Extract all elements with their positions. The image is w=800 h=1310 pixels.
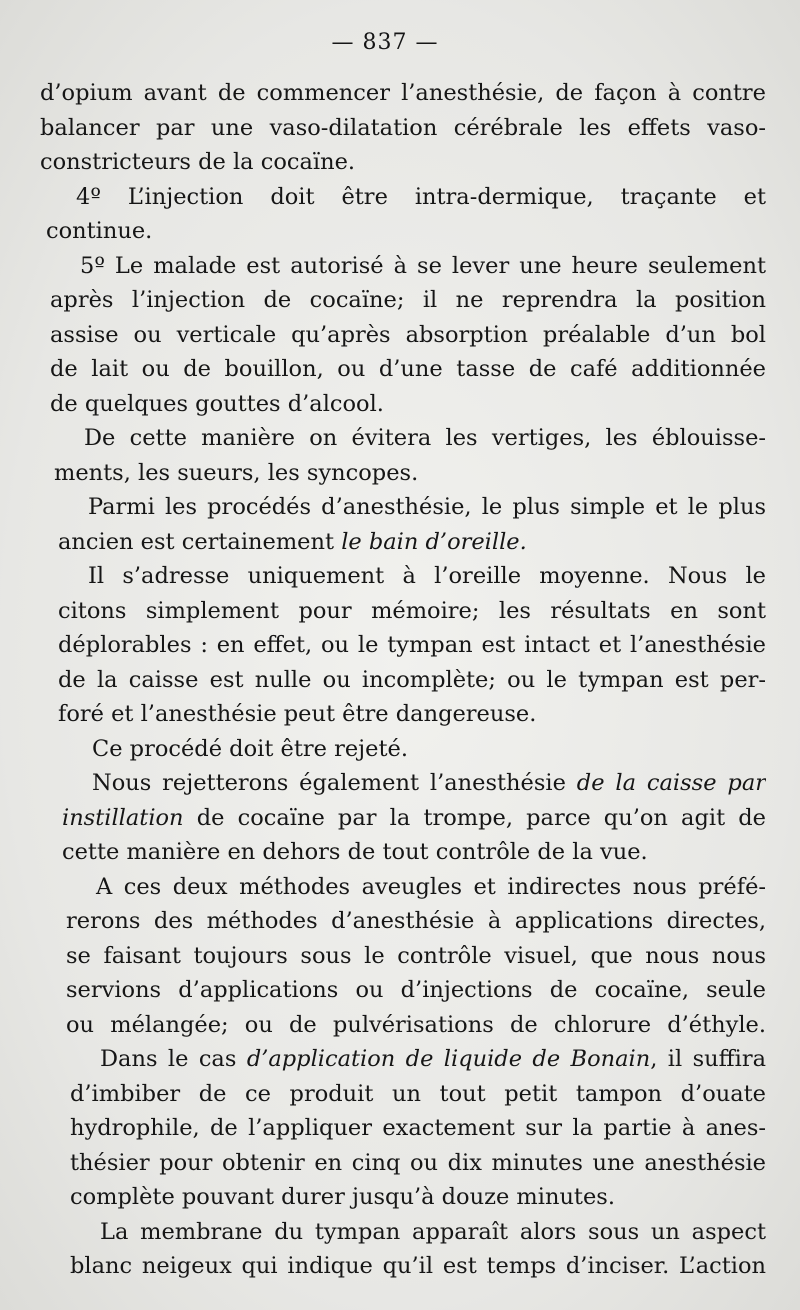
text-line: Il s’adresse uniquement à l’oreille moyenne. Nous le [88, 563, 766, 589]
text-line: d’imbiber de ce produit un tout petit tampon d’ouate [70, 1080, 766, 1107]
page-number: — 837 — [331, 30, 439, 55]
text-line: hydrophile, de l’appliquer exactement sur la partie à anes- [70, 1115, 766, 1141]
body-text [36, 76, 766, 1284]
text-line: ancien est certainement le bain d’oreille. [58, 528, 527, 555]
text-line: déplorables : en effet, ou le tympan est intact et l’anesthésie [58, 632, 766, 658]
text-line: après l’injection de cocaïne; il ne reprendra la position [50, 287, 766, 313]
text-line: Dans le cas d’application de liquide de Bonain, il suffira [100, 1046, 766, 1072]
text-line: instillation de cocaïne par la trompe, parce qu’on agit de [62, 804, 766, 831]
text-line: 5º Le malade est autorisé à se lever une heure seulement [80, 252, 766, 279]
text-line: ou mélangée; ou de pulvérisations de chlorure d’éthyle. [66, 1011, 766, 1038]
text-line: 4º L’injection doit être intra-dermique, traçante et [76, 183, 766, 210]
text-line: blanc neigeux qui indique qu’il est temps d’inciser. L’action [70, 1253, 766, 1279]
text-line: de lait ou de bouillon, ou d’une tasse de café additionnée [50, 356, 766, 382]
text-line: thésier pour obtenir en cinq ou dix minutes une anesthésie [70, 1149, 766, 1176]
text-line: citons simplement pour mémoire; les résultats en sont [58, 597, 766, 624]
text-line: continue. [46, 218, 153, 244]
text-line: complète pouvant durer jusqu’à douze minutes. [70, 1184, 615, 1210]
text-line: La membrane du tympan apparaît alors sous un aspect [100, 1218, 766, 1245]
text-line: Parmi les procédés d’anesthésie, le plus simple et le plus [88, 494, 766, 520]
text-line: d’opium avant de commencer l’anesthésie, de façon à contre [40, 80, 766, 106]
text-line: assise ou verticale qu’après absorption préalable d’un bol [50, 321, 766, 348]
text-line: constricteurs de la cocaïne. [40, 149, 356, 175]
text-line: ments, les sueurs, les syncopes. [54, 459, 419, 486]
text-line: De cette manière on évitera les vertiges, les éblouisse- [84, 425, 766, 451]
text-line: cette manière en dehors de tout contrôle de la vue. [62, 839, 648, 865]
text-line: de quelques gouttes d’alcool. [50, 390, 384, 417]
text-line: servions d’applications ou d’injections de cocaïne, seule [66, 977, 766, 1003]
text-line: foré et l’anesthésie peut être dangereuse. [58, 701, 537, 727]
text-line: de la caisse est nulle ou incomplète; ou le tympan est per- [58, 666, 766, 693]
text-line: Nous rejetterons également l’anesthésie de la caisse par [92, 770, 766, 796]
text-line: Ce procédé doit être rejeté. [92, 735, 408, 762]
text-line: A ces deux méthodes aveugles et indirectes nous préfé- [96, 873, 766, 900]
text-line: rerons des méthodes d’anesthésie à applications directes, [66, 908, 766, 934]
text-line: balancer par une vaso-dilatation cérébrale les effets vaso- [40, 114, 766, 141]
text-line: se faisant toujours sous le contrôle visuel, que nous nous [66, 942, 766, 969]
